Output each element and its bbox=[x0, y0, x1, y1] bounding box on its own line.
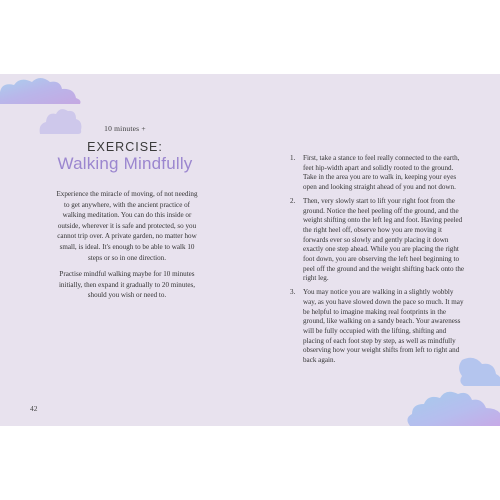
page-number: 42 bbox=[30, 404, 38, 413]
list-item bbox=[290, 197, 468, 284]
step-number: 2. bbox=[290, 196, 296, 205]
intro-paragraph: Experience the miracle of moving, of not needing to get anywhere, with the ancient practice of walking meditation. You can do this inside or outside, wherever it is safe and protected, so you cannot trip over. A private garden, no matter how small, is ideal. It's enough to be able to walk 10 steps or so in one direction. bbox=[56, 190, 198, 262]
book-spread bbox=[0, 74, 500, 426]
left-page bbox=[0, 74, 250, 426]
list-item bbox=[290, 288, 468, 366]
exercise-kicker: EXERCISE: bbox=[87, 140, 163, 154]
step-text: First, take a stance to feel really connected to the earth, feet hip-width apart and solidly rooted to the ground. Take in the area you are to walk in, keeping your eyes open and looking straight ahead of you and not down. bbox=[303, 154, 460, 192]
step-text: You may notice you are walking in a slightly wobbly way, as you have slowed down the pace so much. It may be helpful to imagine making real footprints in the ground, like walking on a sandy beach. Your awareness will be fully occupied with the lifting, shifting and placing of each foot step by step, as well as mindfully observing how your weight shifts from left to right and back again. bbox=[303, 288, 464, 365]
steps-list bbox=[290, 154, 468, 370]
duration-label: 10 minutes + bbox=[104, 124, 146, 133]
page-title: Walking Mindfully bbox=[57, 154, 193, 173]
list-item bbox=[290, 154, 468, 193]
intro-text bbox=[56, 189, 198, 307]
intro-paragraph: Practise mindful walking maybe for 10 minutes initially, then expand it gradually to 20 minutes, should you wish or need to. bbox=[58, 270, 196, 300]
step-number: 3. bbox=[290, 288, 296, 297]
step-number: 1. bbox=[290, 154, 296, 162]
step-text: Then, very slowly start to lift your right foot from the ground. Notice the heel peeling off the ground, and the weight shifting onto the left leg and foot. Having peeled the right heel off, observe how you are moving it forwards ever so slowly and gently placing it down exactly one step ahead. While you are placing the right foot down, you are observing the left heel beginning to peel off the ground and the weight shifting back onto the right leg. bbox=[303, 196, 465, 283]
